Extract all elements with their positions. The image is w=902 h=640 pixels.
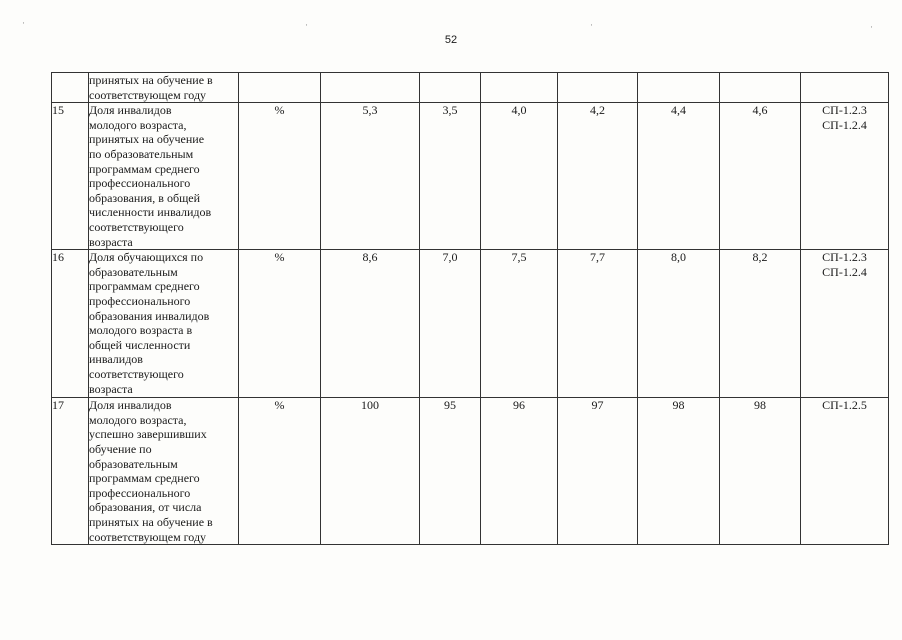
description-line: образовательным [89, 456, 178, 471]
description-line: профессионального [89, 293, 191, 308]
description-line: по образовательным [89, 146, 194, 161]
description-line: соответствующем году [89, 529, 207, 544]
description-line: Доля инвалидов [89, 103, 172, 118]
scan-speck: · [22, 18, 25, 28]
code-cell [801, 103, 889, 250]
scan-speck: · [305, 20, 308, 30]
value-cell: 95 [420, 398, 481, 545]
value-cell: 97 [558, 398, 638, 545]
description-line: принятых на обучение [89, 132, 205, 147]
description-line: молодого возраста, [89, 117, 187, 132]
value-cell: 8,0 [638, 250, 720, 398]
description-line: численности инвалидов [89, 205, 212, 220]
description-line: программам среднего [89, 471, 200, 486]
value-cell: 5,3 [321, 103, 420, 250]
value-cell: 98 [720, 398, 801, 545]
value-cell: 98 [638, 398, 720, 545]
description-line: общей численности [89, 337, 191, 352]
row-number-cell: 15 [52, 103, 89, 250]
row-number-cell: 17 [52, 398, 89, 545]
scan-speck: · [870, 22, 873, 32]
description-line: принятых на обучение в [89, 514, 213, 529]
value-cell: 4,0 [481, 103, 558, 250]
empty-cell [558, 73, 638, 103]
description-line: молодого возраста в [89, 323, 193, 338]
empty-cell [420, 73, 481, 103]
empty-cell [720, 73, 801, 103]
unit-cell: % [239, 398, 321, 545]
value-cell: 7,0 [420, 250, 481, 398]
value-cell: 7,7 [558, 250, 638, 398]
description-line: молодого возраста, [89, 412, 187, 427]
description-line: образовательным [89, 264, 178, 279]
empty-cell [239, 73, 321, 103]
description-cell [89, 250, 239, 398]
description-line: Доля обучающихся по [89, 250, 204, 265]
code-cell [801, 398, 889, 545]
empty-cell [638, 73, 720, 103]
code-line: СП-1.2.4 [822, 264, 867, 279]
description-line: образования инвалидов [89, 308, 210, 323]
value-cell: 100 [321, 398, 420, 545]
description-line: обучение по [89, 441, 152, 456]
value-cell: 4,2 [558, 103, 638, 250]
unit-cell: % [239, 103, 321, 250]
indicator-table [51, 72, 889, 545]
value-cell: 3,5 [420, 103, 481, 250]
code-line: СП-1.2.5 [822, 398, 867, 413]
code-line: СП-1.2.4 [822, 117, 867, 132]
description-line: возраста [89, 234, 133, 249]
description-cell [89, 398, 239, 545]
description-line: профессионального [89, 176, 191, 191]
description-line: Доля инвалидов [89, 398, 172, 413]
table-row-continuation [52, 73, 889, 103]
page-number: 52 [444, 34, 458, 46]
table-row [52, 250, 889, 398]
description-line: образования, от числа [89, 500, 202, 515]
description-line: программам среднего [89, 161, 200, 176]
value-cell: 7,5 [481, 250, 558, 398]
code-cell [801, 250, 889, 398]
description-line: инвалидов [89, 352, 143, 367]
scan-speck: · [590, 20, 593, 30]
code-line: СП-1.2.3 [822, 250, 867, 265]
description-line: принятых на обучение в [89, 73, 213, 87]
value-cell: 4,6 [720, 103, 801, 250]
value-cell: 4,4 [638, 103, 720, 250]
description-line: соответствующем году [89, 87, 207, 102]
code-line: СП-1.2.3 [822, 103, 867, 118]
description-line: возраста [89, 381, 133, 396]
row-number-cell: 16 [52, 250, 89, 398]
value-cell: 8,2 [720, 250, 801, 398]
table-row [52, 398, 889, 545]
table-row [52, 103, 889, 250]
empty-cell [321, 73, 420, 103]
description-line: профессионального [89, 485, 191, 500]
description-line: успешно завершивших [89, 427, 207, 442]
description-line: соответствующего [89, 366, 184, 381]
empty-cell [481, 73, 558, 103]
description-line: соответствующего [89, 219, 184, 234]
value-cell: 8,6 [321, 250, 420, 398]
description-line: образования, в общей [89, 190, 201, 205]
description-line: программам среднего [89, 279, 200, 294]
unit-cell: % [239, 250, 321, 398]
empty-cell [801, 73, 889, 103]
value-cell: 96 [481, 398, 558, 545]
row-number-cell [52, 73, 89, 103]
description-cell [89, 103, 239, 250]
description-cell [89, 73, 239, 103]
